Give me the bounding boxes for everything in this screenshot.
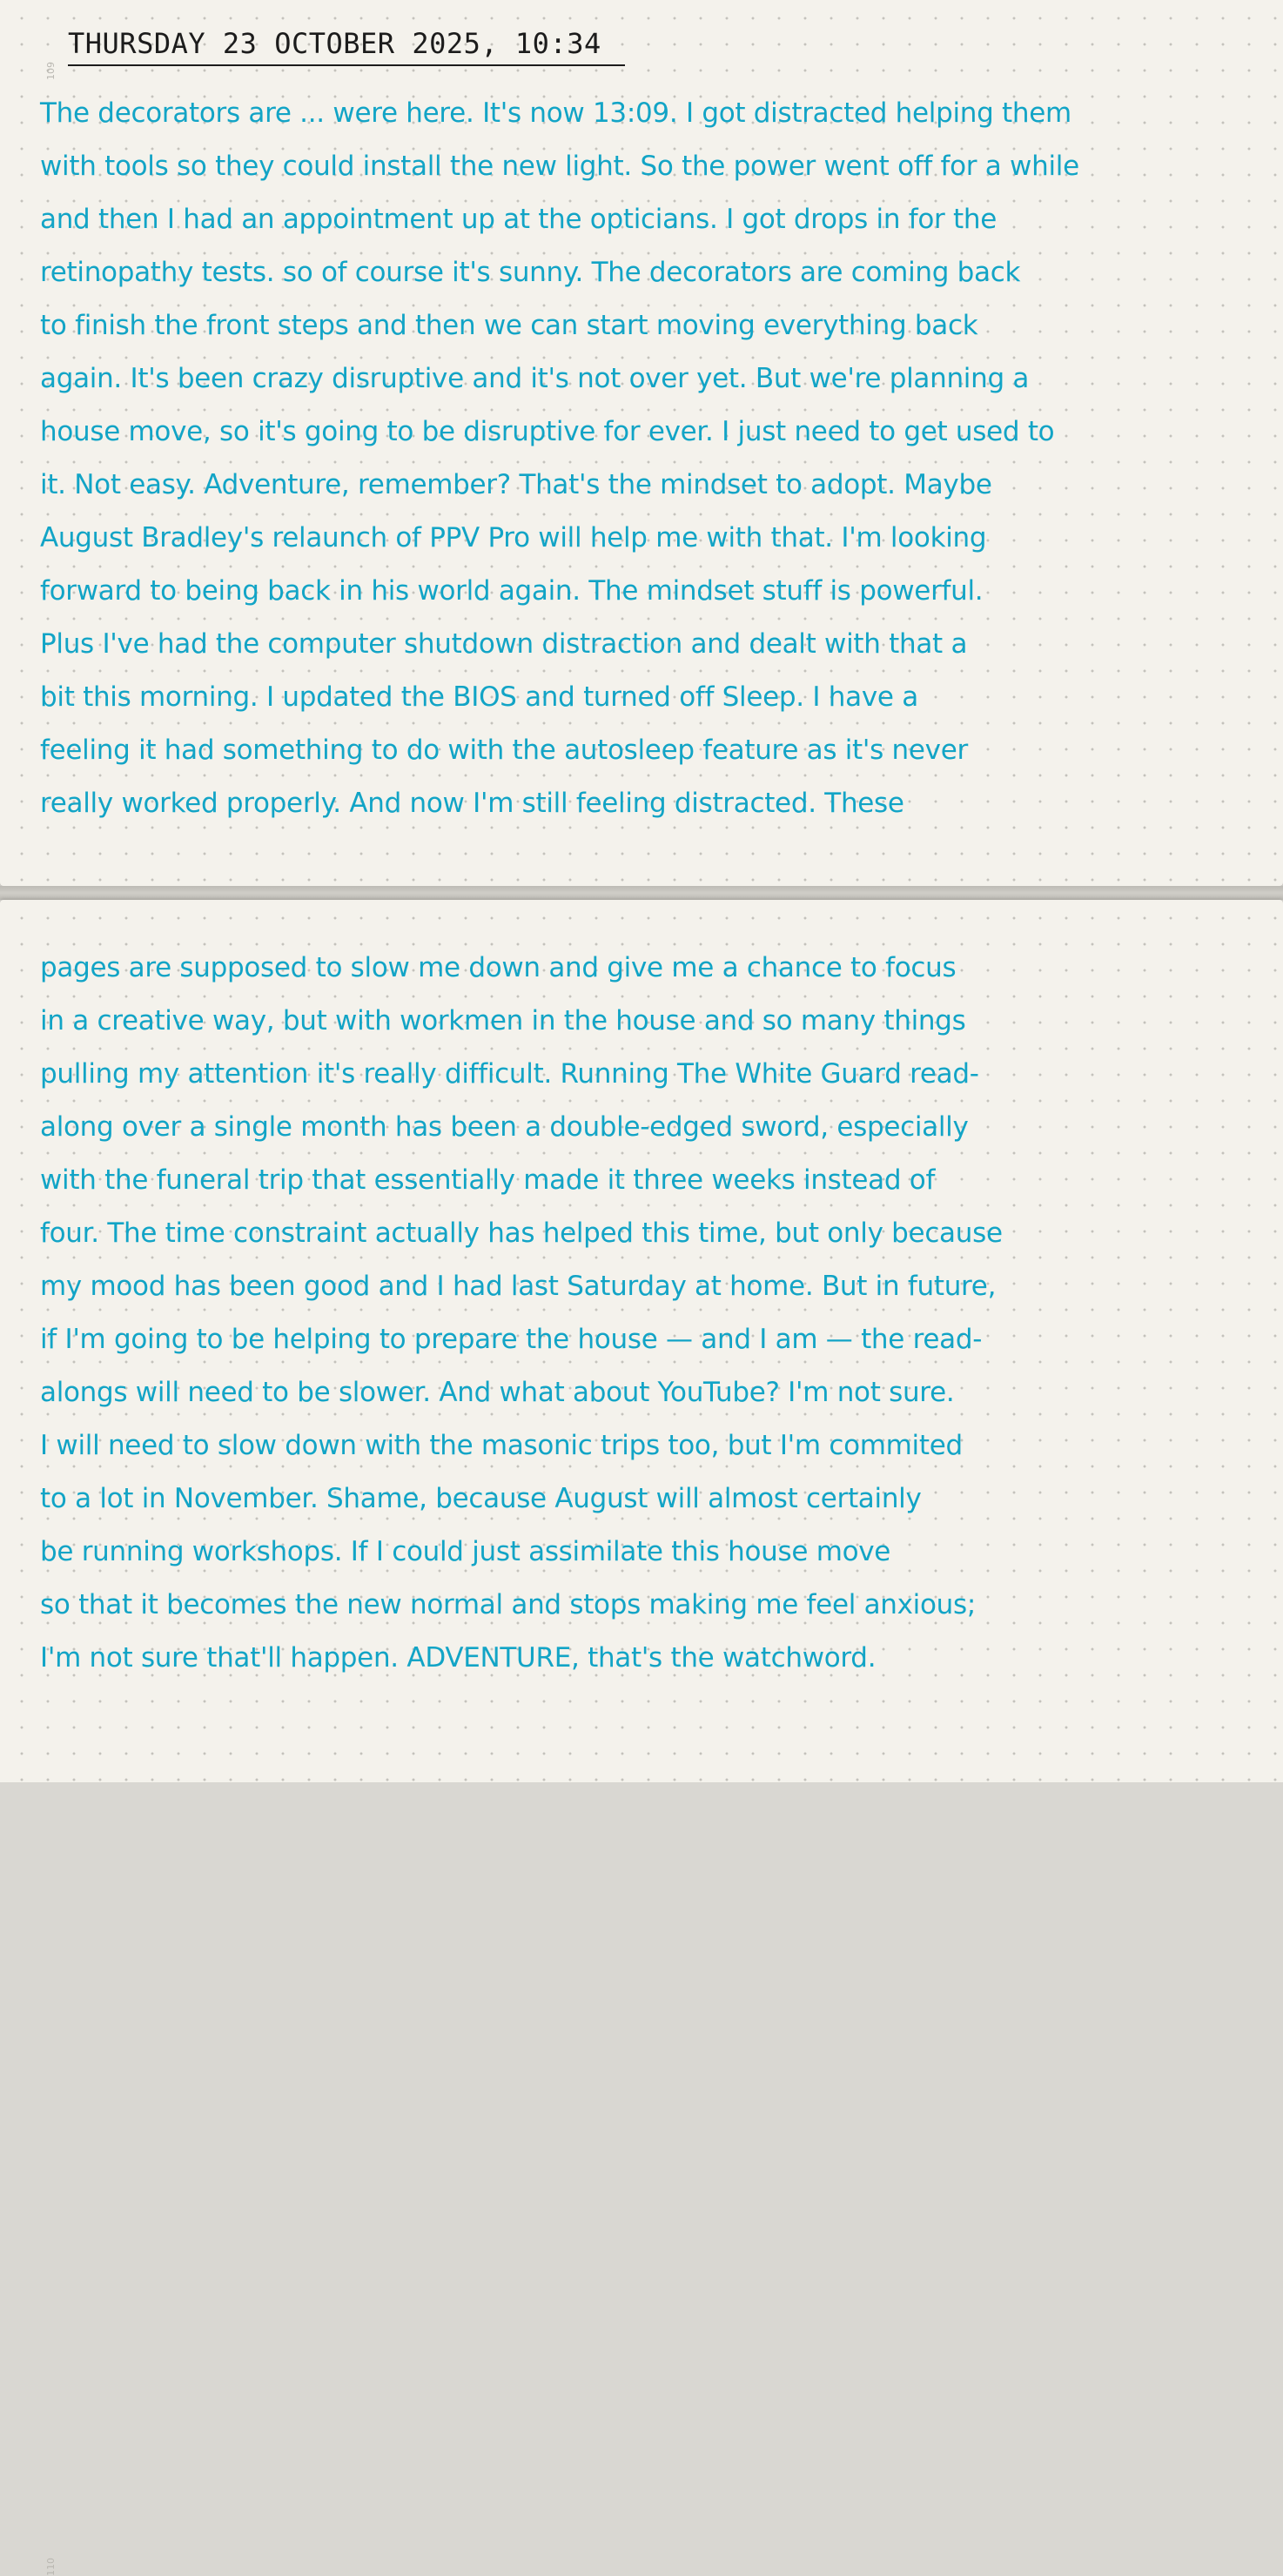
text-line: Plus I've had the computer shutdown distraction and dealt with that a [40, 628, 968, 660]
text-line: with the funeral trip that essentially made it three weeks instead of [40, 1164, 936, 1196]
text-line: pulling my attention it's really difficult. Running The White Guard read- [40, 1058, 979, 1090]
text-line: along over a single month has been a double-edged sword, especially [40, 1111, 969, 1143]
text-line: be running workshops. If I could just assimilate this house move [40, 1536, 891, 1567]
text-line: again. It's been crazy disruptive and it's not over yet. But we're planning a [40, 363, 1030, 394]
text-line: with tools so they could install the new light. So the power went off for a while [40, 151, 1079, 182]
date-heading: THURSDAY 23 OCTOBER 2025, 10:34 [68, 24, 625, 66]
text-line: bit this morning. I updated the BIOS and turned off Sleep. I have a [40, 681, 918, 713]
text-line: forward to being back in his world again. The mindset stuff is powerful. [40, 575, 984, 607]
text-line: August Bradley's relaunch of PPV Pro will help me with that. I'm looking [40, 522, 987, 553]
text-line: The decorators are ... were here. It's now 13:09. I got distracted helping them [40, 97, 1071, 129]
handwritten-text-block [40, 87, 1259, 830]
text-line: so that it becomes the new normal and stops making me feel anxious; [40, 1589, 976, 1620]
notebook-binding-seam [0, 886, 1283, 900]
text-line: house move, so it's going to be disruptive for ever. I just need to get used to [40, 416, 1055, 447]
text-line: to a lot in November. Shame, because August will almost certainly [40, 1483, 922, 1514]
handwritten-text-block [40, 942, 1259, 1685]
text-line: pages are supposed to slow me down and give me a chance to focus [40, 952, 957, 983]
text-line: it. Not easy. Adventure, remember? That's the mindset to adopt. Maybe [40, 469, 992, 500]
page-number: 109 [45, 62, 57, 80]
text-line: and then I had an appointment up at the opticians. I got drops in for the [40, 204, 997, 235]
text-line: really worked properly. And now I'm still feeling distracted. These [40, 788, 904, 819]
journal-page-bottom [0, 900, 1283, 2576]
text-line: four. The time constraint actually has helped this time, but only because [40, 1218, 1003, 1249]
text-line: I will need to slow down with the masonic trips too, but I'm commited [40, 1430, 963, 1461]
journal-page-top [0, 0, 1283, 886]
text-line: if I'm going to be helping to prepare the house — and I am — the read- [40, 1324, 983, 1355]
text-line: alongs will need to be slower. And what about YouTube? I'm not sure. [40, 1377, 955, 1408]
page-number: 110 [45, 2558, 57, 2576]
text-line: retinopathy tests. so of course it's sunny. The decorators are coming back [40, 257, 1021, 288]
text-line: I'm not sure that'll happen. ADVENTURE, that's the watchword. [40, 1642, 877, 1674]
text-line: my mood has been good and I had last Saturday at home. But in future, [40, 1271, 997, 1302]
text-line: to finish the front steps and then we can start moving everything back [40, 310, 978, 341]
text-line: in a creative way, but with workmen in the house and so many things [40, 1005, 966, 1036]
text-line: feeling it had something to do with the autosleep feature as it's never [40, 735, 968, 766]
